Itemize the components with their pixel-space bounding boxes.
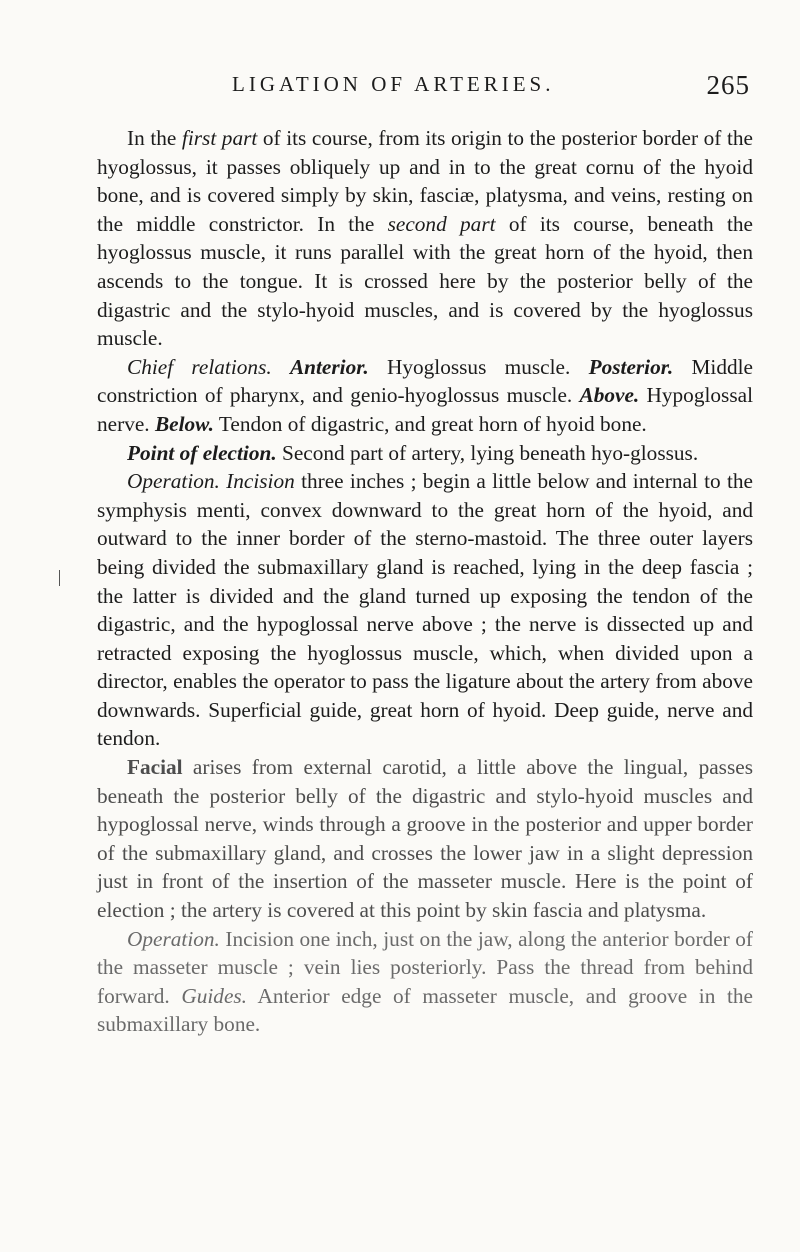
text-run — [272, 355, 290, 379]
paragraph — [97, 439, 753, 468]
text-run: of its course, beneath the hyoglossus muscle, it runs parallel with the great horn of the hyoid, then ascends to the tongue. It is crossed here by the posterior belly of the digastric and the stylo-hyoid muscles, and is covered by the hyoglossus muscle. — [97, 211, 753, 351]
text-run: Tendon of digastric, and great horn of hyoid bone. — [213, 411, 647, 436]
text-run: Second part of artery, lying beneath hyo-glossus. — [276, 440, 699, 465]
italic-run: second part — [387, 211, 496, 236]
text-run: Anterior edge of masseter muscle, and groove in the submaxillary bone. — [97, 983, 753, 1037]
paragraph — [97, 467, 753, 753]
running-head — [200, 72, 750, 108]
running-title: LIGATION OF ARTERIES. — [232, 72, 555, 96]
italic-run: first part — [181, 126, 258, 150]
bold-italic-run: Above. — [579, 383, 640, 408]
bold-italic-run: Below. — [154, 411, 214, 436]
paragraph — [97, 124, 753, 353]
italic-run: Chief relations. — [127, 354, 272, 379]
text-run: Hyoglossus muscle. — [368, 354, 589, 379]
page-number: 265 — [706, 70, 750, 100]
text-run: of its course, from its origin to the posterior border of the hyoglossus, it passes obliquely up and in to the great cornu of the hyoid bone, and is covered simply by skin, fasciæ, platysma, and veins, resting on the middle constrictor. In the — [97, 126, 753, 236]
bold-italic-run: Point of election. — [127, 440, 277, 465]
text-run: arises from external carotid, a little above the lingual, passes beneath the posterior belly of the digastric and stylo-hyoid muscles and hypoglossal nerve, winds through a groove in the posterior and upper border of the submaxillary gland, and crosses the lower jaw in a slight depression just in front of the insertion of the masseter muscle. Here is the point of election ; the artery is covered at this point by skin fascia and platysma. — [97, 755, 753, 923]
bold-run: Facial — [127, 755, 183, 780]
text-run: Middle constriction of pharynx, and genio-hyoglossus muscle. — [97, 354, 753, 408]
paragraph — [97, 353, 753, 439]
margin-mark — [59, 570, 60, 586]
body-text — [97, 124, 753, 1039]
text-run: Hypoglossal nerve. — [97, 383, 753, 436]
text-run: Incision one inch, just on the jaw, along the anterior border of the masseter muscle ; vein lies posteriorly. Pass the thread from behind forward. — [97, 926, 753, 1008]
italic-run: Operation. — [127, 926, 220, 951]
paragraph — [97, 925, 753, 1039]
italic-run: Guides. — [181, 983, 248, 1008]
bold-italic-run: Anterior. — [289, 354, 369, 379]
bold-italic-run: Posterior. — [588, 354, 674, 379]
paragraph — [97, 753, 753, 925]
italic-run: Incision — [226, 469, 295, 494]
text-run: In the — [127, 126, 182, 150]
italic-run: Operation. — [127, 469, 220, 494]
text-run: three inches ; begin a little below and internal to the symphysis menti, convex downward to the great horn of the hyoid, and outward to the inner border of the sterno-mastoid. The three outer layers being divided the submaxillary gland is reached, lying in the deep fascia ; the latter is divided and the gland turned up exposing the tendon of the digastric, and the hypoglossal nerve above ; the nerve is dissected up and retracted exposing the hyoglossus muscle, which, when divided upon a director, enables the operator to pass the ligature about the artery from above downwards. Superficial guide, great horn of hyoid. Deep guide, nerve and tendon. — [97, 469, 753, 751]
